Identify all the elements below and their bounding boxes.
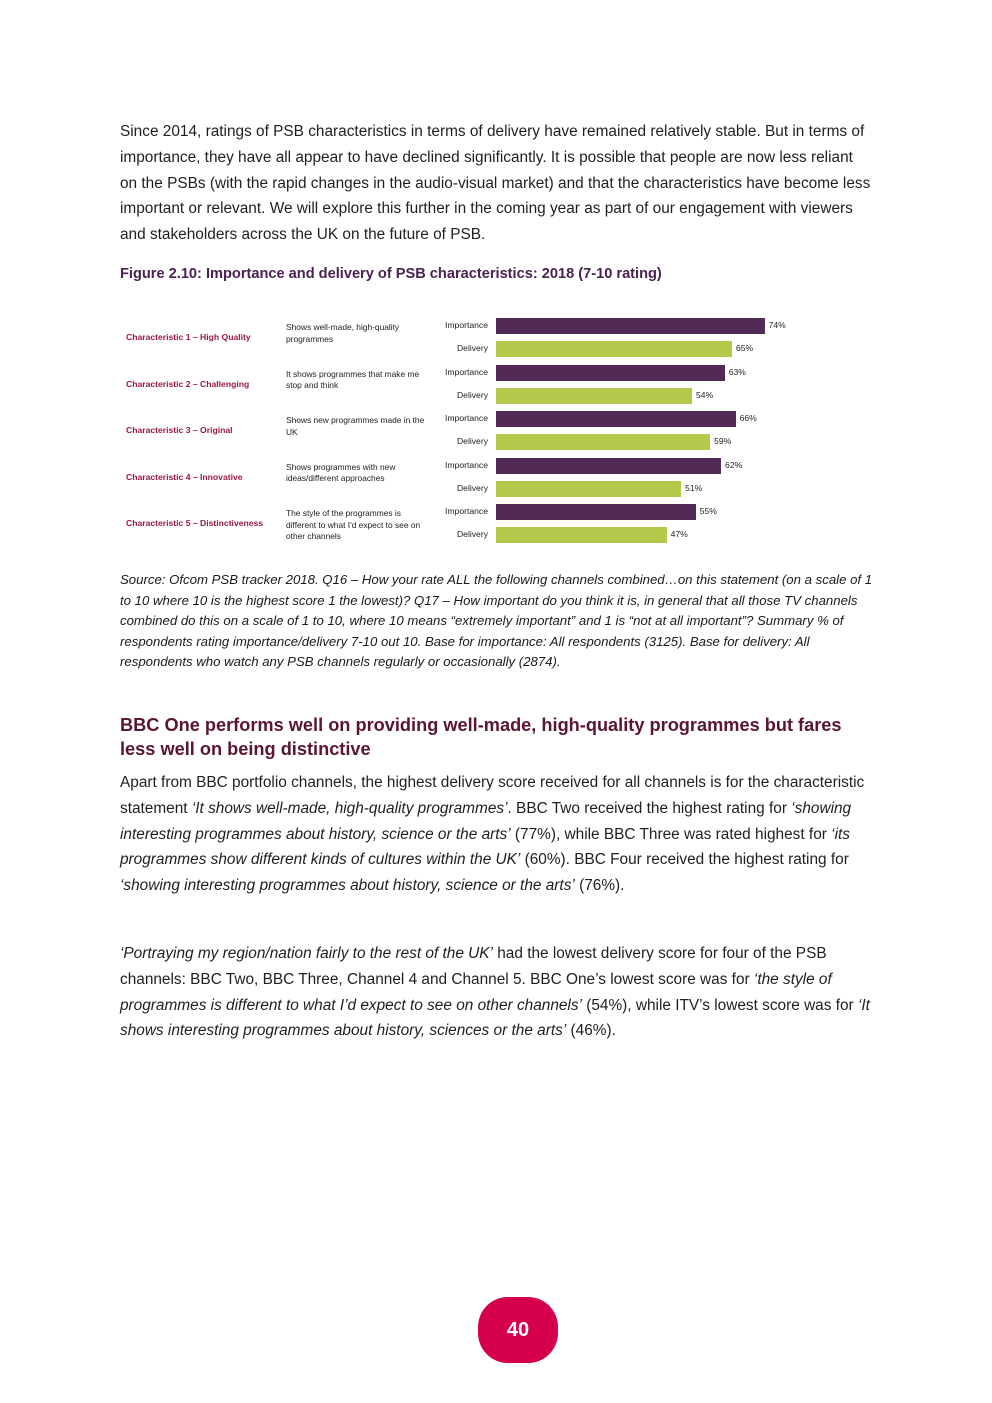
page-number-badge: 40 (478, 1297, 558, 1363)
statement-label: It shows programmes that make me stop and think (286, 368, 420, 390)
text-segment: (46%). (566, 1022, 616, 1040)
paragraph-channel-ratings (120, 770, 872, 899)
bar-delivery (496, 481, 681, 497)
bar-delivery (496, 341, 732, 357)
category-label-importance: Importance (445, 506, 488, 516)
data-label-importance: 74% (768, 320, 786, 330)
data-label-importance: 55% (699, 506, 717, 516)
characteristic-label: Characteristic 4 – Innovative (126, 471, 243, 482)
quoted-statement: ‘the style of programmes is different to what I’d expect to see on other channels’ (120, 970, 832, 1014)
text-segment: (60%). BBC Four received the highest rating for (520, 851, 849, 869)
intro-paragraph: Since 2014, ratings of PSB characteristics in terms of delivery have remained relatively stable. But in terms of importance, they have all appear to have declined significantly. It is possible that people are now less reliant on the PSBs (with the rapid changes in the audio-visual market) and that the characteristics have become less important or relevant. We will explore this further in the coming year as part of our engagement with viewers and stakeholders across the UK on the future of PSB. (120, 123, 871, 244)
category-label-delivery: Delivery (456, 436, 488, 446)
data-label-importance: 66% (739, 413, 757, 423)
category-label-importance: Importance (445, 459, 488, 470)
data-label-delivery: 54% (696, 389, 714, 400)
characteristic-label: Characteristic 2 – Challenging (126, 378, 250, 389)
text-segment: had the lowest delivery score for four of the PSB channels: BBC Two, BBC Three, Channel 4 and Channel 5. BBC One’s lowest score was for (120, 945, 827, 988)
quoted-statement: ‘showing interesting programmes about history, science or the arts’ (120, 799, 852, 843)
bar-importance (496, 365, 725, 381)
bar-importance (496, 411, 736, 427)
category-label-importance: Importance (445, 320, 488, 330)
bar-delivery (496, 527, 667, 543)
quoted-statement: ‘Portraying my region/nation fairly to the rest of the UK’ (120, 945, 493, 962)
quoted-statement: ‘It shows well-made, high-quality programmes’ (191, 799, 508, 817)
data-label-delivery: 47% (670, 529, 688, 539)
bar-importance (496, 504, 696, 520)
category-label-importance: Importance (445, 413, 488, 423)
category-label-delivery: Delivery (456, 389, 488, 400)
quoted-statement: ‘It shows interesting programmes about history, sciences or the arts’ (120, 996, 870, 1040)
characteristic-label: Characteristic 1 – High Quality (126, 332, 251, 342)
data-label-importance: 62% (725, 459, 743, 470)
psb-characteristics-chart (120, 308, 880, 554)
statement-label: The style of the programmes is different to what I'd expect to see on other channels (286, 508, 421, 541)
characteristic-label: Characteristic 5 – Distinctiveness (126, 518, 264, 528)
section-heading: BBC One performs well on providing well-made, high-quality programmes but fares less well on being distinctive (120, 715, 842, 759)
category-label-importance: Importance (445, 366, 488, 377)
bar-importance (496, 318, 765, 334)
paragraph-lowest-scores (120, 941, 872, 1044)
text-segment: (54%), while ITV’s lowest score was for (581, 996, 858, 1014)
statement-label: Shows well-made, high-quality programmes (286, 322, 400, 344)
characteristic-label: Characteristic 3 – Original (126, 425, 233, 435)
quoted-statement: ‘its programmes show different kinds of cultures within the UK’ (120, 825, 850, 869)
quoted-statement: ‘showing interesting programmes about history, science or the arts’ (120, 877, 575, 895)
category-label-delivery: Delivery (456, 482, 488, 493)
bar-importance (496, 458, 721, 474)
text-segment: Apart from BBC portfolio channels, the highest delivery score received for all channels is for the characteristic statement (120, 774, 865, 817)
statement-label: Shows new programmes made in the UK (286, 415, 425, 437)
bar-delivery (496, 388, 692, 404)
text-segment: . BBC Two received the highest rating for (507, 799, 792, 817)
text-segment: (77%), while BBC Three was rated highest for (510, 825, 832, 843)
data-label-delivery: 65% (735, 343, 754, 353)
bar-delivery (496, 434, 710, 450)
data-label-importance: 63% (728, 366, 746, 377)
figure-source-note: Source: Ofcom PSB tracker 2018. Q16 – How your rate ALL the following channels combined…on this statement (on a scale of 1 to 10 where 10 is the highest score 1 the lowest)? Q17 – How important do you think it is, in general that all those TV channels combined do this on a scale of 1 to 10, where 10 means “extremely important” and 1 is “not at all important”? Summary % of respondents rating importance/delivery 7-10 out 10. Base for importance: All respondents (3125). Base for delivery: All respondents who watch any PSB channels regularly or occasionally (2874). (120, 572, 873, 669)
category-label-delivery: Delivery (456, 529, 488, 539)
figure-title: Figure 2.10: Importance and delivery of PSB characteristics: 2018 (7-10 rating) (120, 266, 662, 282)
data-label-delivery: 59% (714, 436, 732, 446)
data-label-delivery: 51% (685, 482, 703, 493)
statement-label: Shows programmes with new ideas/different approaches (286, 461, 396, 483)
category-label-delivery: Delivery (456, 343, 488, 353)
text-segment: (76%). (574, 877, 625, 895)
